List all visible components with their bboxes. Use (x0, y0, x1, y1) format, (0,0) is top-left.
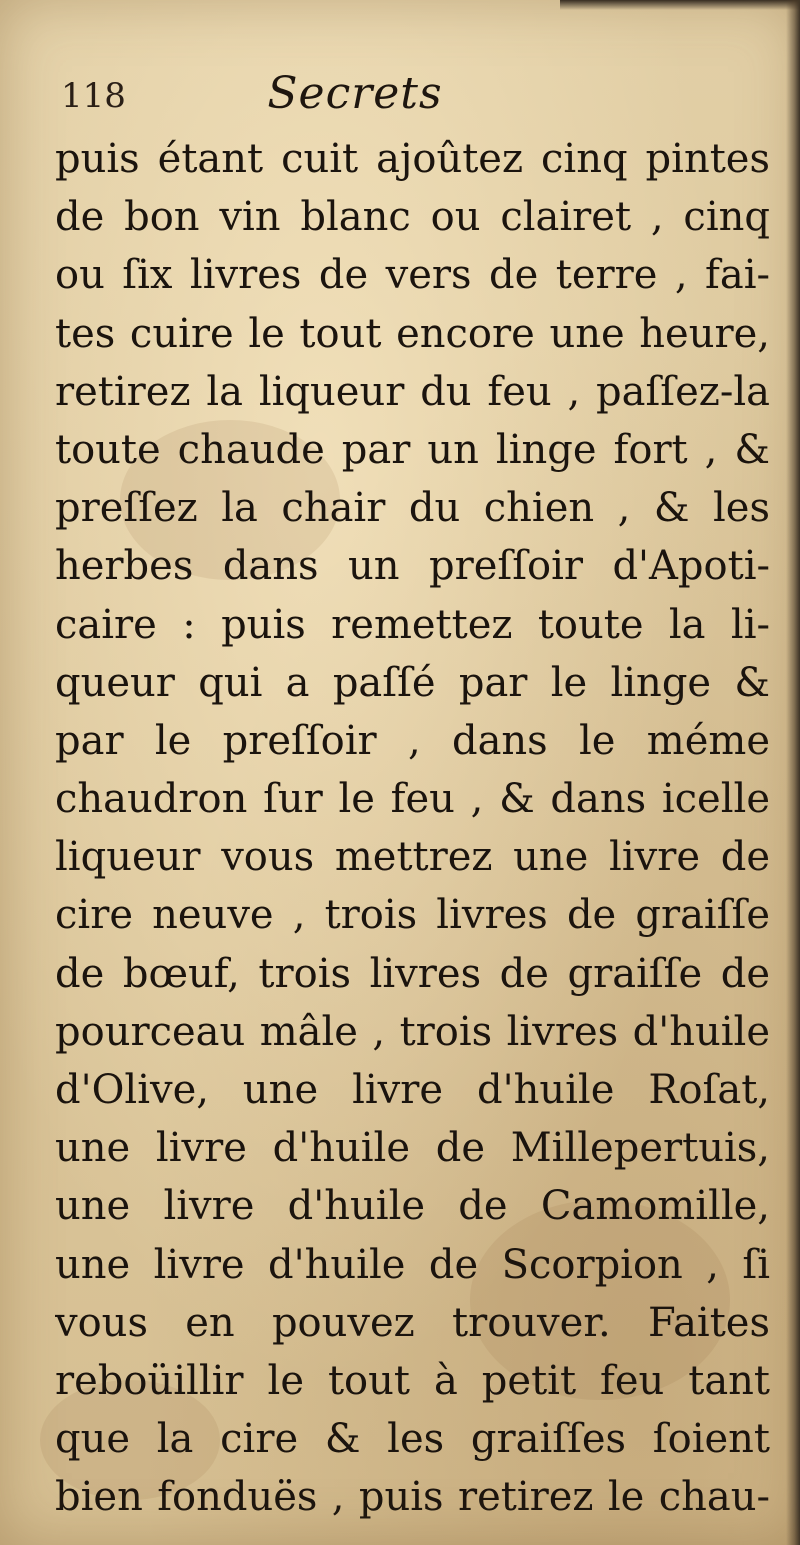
body-text (55, 130, 770, 1527)
text-line: que la cire & les graiſſes ſoient (55, 1416, 770, 1463)
running-title: Secrets (267, 68, 443, 119)
text-line: puis étant cuit ajoûtez cinq pintes (55, 136, 770, 182)
text-line: preſſez la chair du chien , & les (55, 485, 770, 532)
text-line: reboüillir le tout à petit feu tant (55, 1357, 770, 1404)
page-header (55, 68, 755, 128)
text-line: une livre d'huile de Camomille, (55, 1183, 770, 1230)
text-line: liqueur vous mettrez une livre de (55, 834, 770, 881)
text-line: toute chaude par un linge fort , & (55, 426, 770, 473)
text-line: ou ſix livres de vers de terre , fai- (55, 252, 770, 299)
text-line: cire neuve , trois livres de graiſſe (55, 892, 770, 939)
page-top-shadow (560, 0, 800, 10)
page-gutter-shadow (786, 0, 800, 1545)
text-line: retirez la liqueur du feu , paſſez-la (55, 368, 770, 415)
text-line: queur qui a paſſé par le linge & (55, 659, 770, 706)
text-line: pourceau mâle , trois livres d'huile (55, 1008, 770, 1055)
text-line: chaudron ſur le feu , & dans icelle (55, 776, 770, 823)
text-line: herbes dans un preſſoir d'Apoti- (55, 543, 770, 590)
text-line: vous en pouvez trouver. Faites (55, 1299, 770, 1346)
text-line: une livre d'huile de Scorpion , ſi (55, 1241, 770, 1288)
text-line: d'Olive, une livre d'huile Roſat, (55, 1067, 770, 1113)
text-line: de bon vin blanc ou clairet , cinq (55, 194, 770, 241)
text-line: caire : puis remettez toute la li- (55, 601, 770, 648)
page-number: 118 (61, 76, 126, 116)
text-line: tes cuire le tout encore une heure, (55, 310, 770, 357)
text-line: par le preſſoir , dans le méme (55, 717, 770, 764)
text-line: bien fonduës , puis retirez le chau- (55, 1474, 770, 1521)
text-line: de bœuf, trois livres de graiſſe de (55, 950, 770, 997)
text-line: une livre d'huile de Millepertuis, (55, 1125, 770, 1172)
